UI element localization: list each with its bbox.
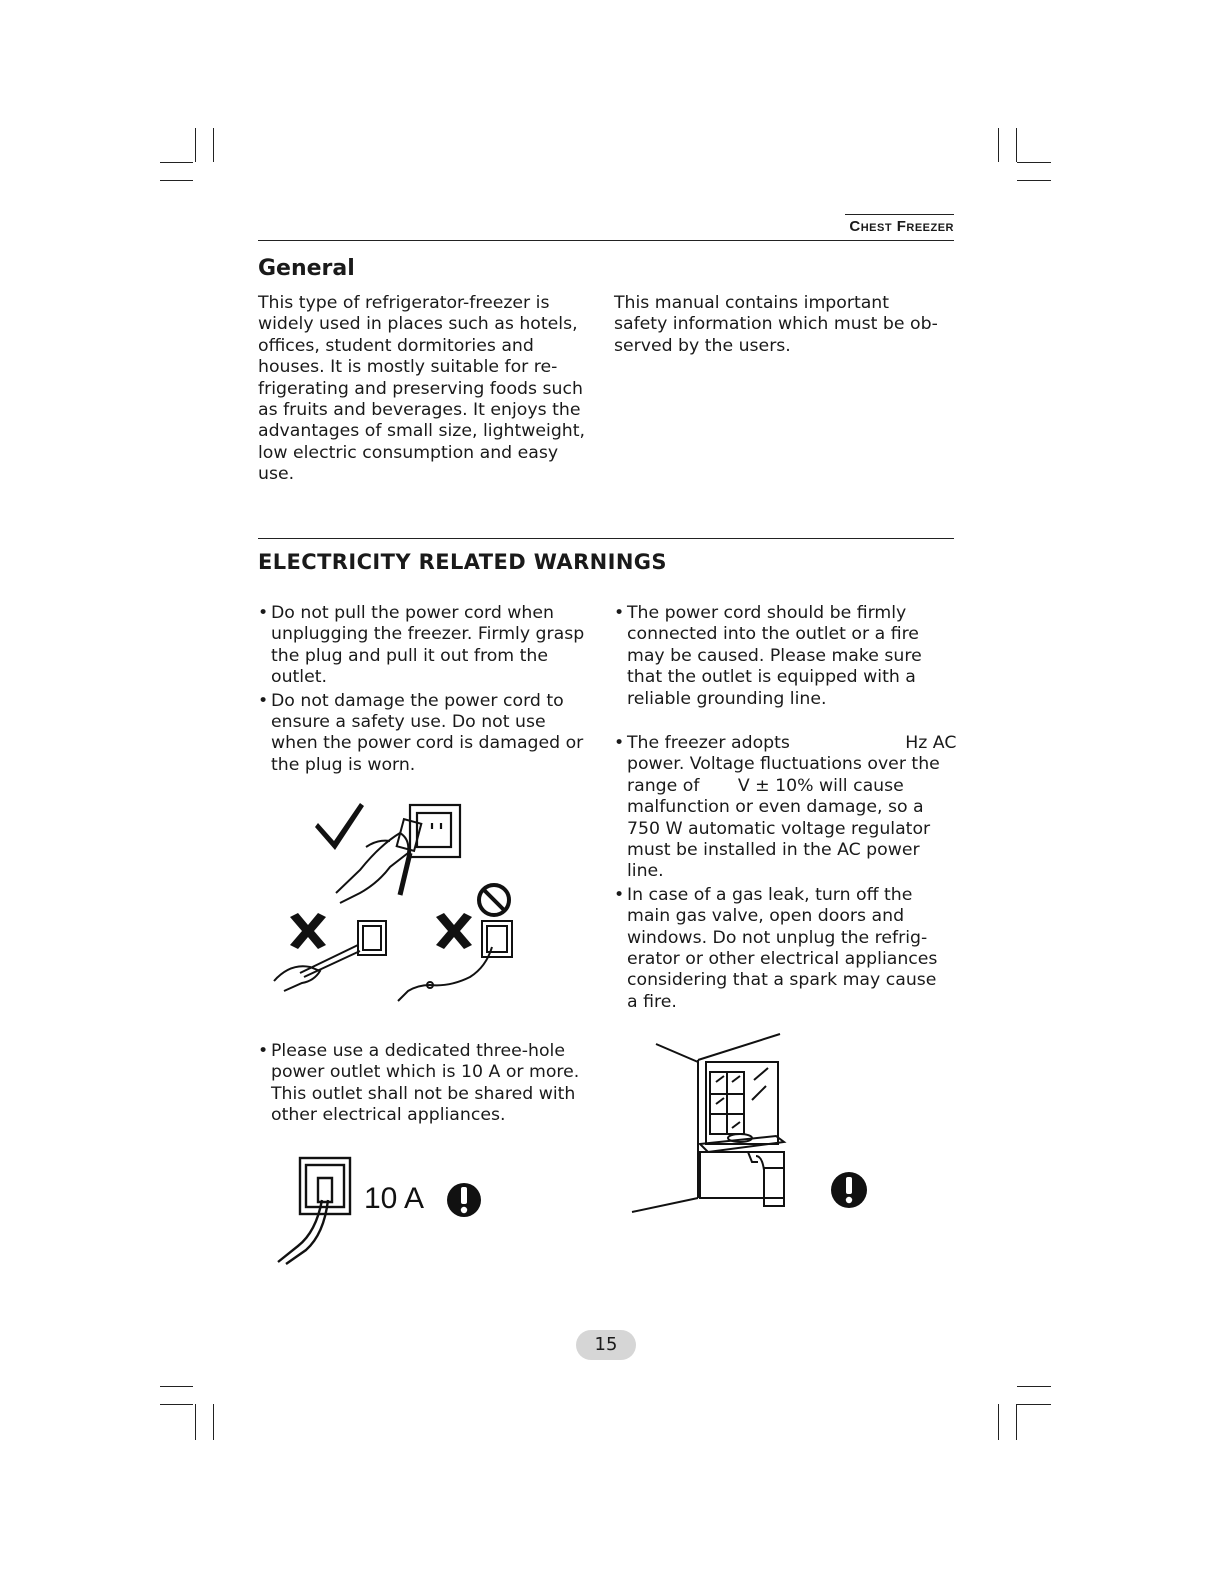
bullet-dot: • [258, 1041, 269, 1061]
warning-exclamation-icon [829, 1170, 869, 1210]
crop-mark [195, 1404, 196, 1440]
crop-mark [998, 1404, 999, 1440]
crop-mark [160, 180, 193, 181]
bullet-item [614, 603, 974, 710]
text-line: that the outlet is equipped with a [627, 667, 916, 688]
text-line: ensure a safety use. Do not use [271, 712, 546, 733]
bullet-dot: • [258, 603, 269, 623]
crop-mark [1016, 128, 1017, 162]
crop-mark [1017, 1404, 1051, 1405]
text-line: reliable grounding line. [627, 688, 827, 709]
bullet-dot: • [614, 603, 625, 623]
text-line: Do not pull the power cord when [271, 603, 554, 623]
hand-icon [336, 819, 421, 903]
bullet-item [258, 603, 608, 689]
page-number: 15 [576, 1330, 636, 1360]
section-heading-warnings: ELECTRICITY RELATED WARNINGS [258, 550, 667, 574]
text-line: frigerating and preserving foods such [258, 378, 583, 399]
cross-icon [290, 913, 326, 949]
text-line: low electric consumption and easy [258, 442, 559, 463]
crop-mark [213, 1404, 214, 1440]
text-line: line. [627, 861, 664, 882]
left-bullet-dedicated-outlet [258, 1041, 608, 1127]
header-rule [258, 240, 954, 241]
crop-mark [1017, 162, 1051, 163]
crop-mark [160, 1404, 193, 1405]
general-left-paragraph [258, 293, 608, 486]
warning-exclamation-icon [447, 1183, 481, 1217]
text-line: main gas valve, open doors and [627, 906, 905, 927]
text-line: This outlet shall not be shared with [271, 1083, 576, 1104]
text-line: Do not damage the power cord to [271, 690, 564, 711]
text-line: unplugging the freezer. Firmly grasp [271, 624, 585, 645]
text-line: power outlet which is 10 A or more. [271, 1062, 580, 1083]
text-line: This type of refrigerator-freezer is [258, 293, 550, 313]
text-line: The freezer adopts Hz AC [627, 733, 957, 753]
text-line: other electrical appliances. [271, 1105, 506, 1126]
bullet-item [614, 733, 974, 883]
crop-mark [160, 1386, 193, 1387]
text-line: widely used in places such as hotels, [258, 314, 578, 335]
text-line: considering that a spark may cause [627, 970, 937, 991]
text-line: Please use a dedicated three-hole [271, 1041, 565, 1061]
crop-mark [160, 162, 193, 163]
header-short-rule [845, 214, 954, 215]
text-line: range of V ± 10% will cause [627, 775, 904, 796]
cross-icon [436, 913, 472, 949]
text-line: windows. Do not unplug the refrig- [627, 927, 928, 948]
text-line: houses. It is mostly suitable for re- [258, 357, 558, 378]
text-line: the plug is worn. [271, 754, 416, 775]
bullet-item [258, 1041, 608, 1127]
text-line: malfunction or even damage, so a [627, 797, 924, 818]
text-line: served by the users. [614, 335, 791, 356]
text-line: a fire. [627, 991, 677, 1012]
crop-mark [1017, 1386, 1051, 1387]
general-right-paragraph [614, 293, 964, 357]
section-divider [258, 538, 954, 539]
text-line: power. Voltage fluctuations over the [627, 754, 940, 775]
bullet-dot: • [258, 690, 269, 711]
wall-outlet-icon [274, 921, 386, 991]
plug-handling-illustration [260, 795, 530, 1010]
text-line: The power cord should be firmly [627, 603, 907, 623]
prohibited-icon [479, 885, 509, 915]
text-line: In case of a gas leak, turn off the [627, 884, 913, 905]
outlet-rating-label: 10 A [364, 1182, 425, 1215]
text-line: as fruits and beverages. It enjoys the [258, 400, 581, 421]
left-bullet-list [258, 603, 608, 776]
dedicated-outlet-illustration [272, 1152, 492, 1264]
text-line: connected into the outlet or a fire [627, 624, 919, 645]
wall-outlet-icon [410, 805, 460, 857]
text-line: safety information which must be ob- [614, 314, 938, 335]
text-line: may be caused. Please make sure [627, 645, 922, 666]
crop-mark [1016, 1404, 1017, 1440]
crop-mark [213, 128, 214, 162]
bullet-dot: • [614, 733, 625, 753]
text-line: outlet. [271, 667, 328, 688]
bullet-dot: • [614, 884, 625, 905]
right-bullet-list-top [614, 603, 974, 710]
wall-outlet-icon [278, 1158, 350, 1264]
bullet-item [258, 691, 608, 777]
text-line: when the power cord is damaged or [271, 733, 584, 754]
text-line: 750 W automatic voltage regulator [627, 818, 931, 839]
text-line: must be installed in the AC power [627, 840, 920, 861]
text-line: the plug and pull it out from the [271, 645, 548, 666]
text-line: offices, student dormitories and [258, 335, 534, 356]
running-header: Chest Freezer [849, 218, 954, 235]
section-heading-general: General [258, 256, 355, 281]
crop-mark [1017, 180, 1051, 181]
text-line: use. [258, 464, 295, 485]
crop-mark [195, 128, 196, 162]
text-line: advantages of small size, lightweight, [258, 421, 586, 442]
text-line: erator or other electrical appliances [627, 949, 938, 970]
checkmark-icon [315, 803, 364, 850]
right-bullet-list-bottom [614, 733, 974, 1013]
bullet-item [614, 885, 974, 1013]
text-line: This manual contains important [614, 293, 890, 313]
crop-mark [998, 128, 999, 162]
